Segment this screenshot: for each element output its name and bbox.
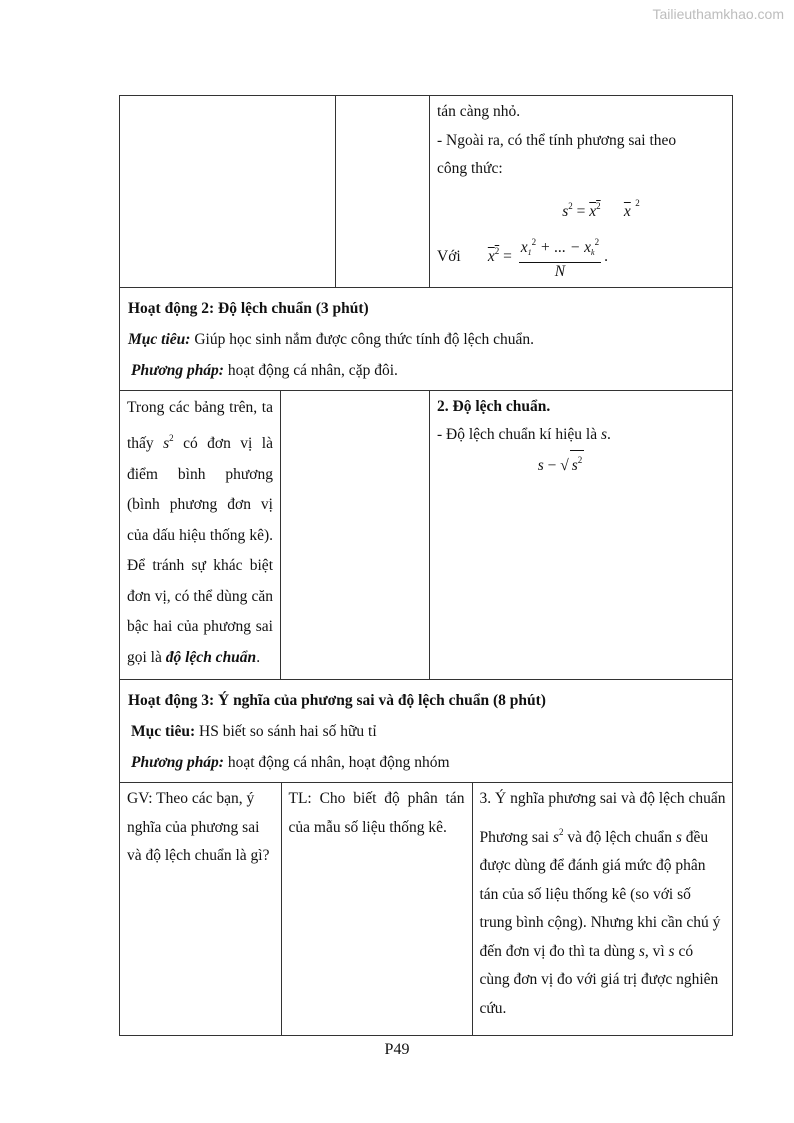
- text: - Độ lệch chuẩn kí hiệu là: [437, 426, 598, 444]
- activity-3-header-row: [120, 680, 733, 783]
- variance-formula-cell: [430, 96, 733, 288]
- tl-cell: [281, 783, 472, 1035]
- text: , vì: [644, 942, 665, 960]
- text-line: - Độ lệch chuẩn kí hiệu là s.: [437, 426, 611, 444]
- std-dev-teacher-cell: Trong các bảng trên, ta thấy $s^2$ có đơn vị là điểm bình phương (bình phương đơn vị của dấu hiệu thống kê). Để tránh sự khác biệt đơn vị, có thể dùng căn bậc hai của phương sai gọi là độ lệch chuẩn.: [120, 390, 281, 680]
- goal-text: HS biết so sánh hai số hữu tỉ: [195, 723, 377, 741]
- text: có đơn vị là điểm bình phương (bình phương đơn vị của dấu hiệu thống kê). Để tránh sự khác biệt đơn vị, có thể dùng căn bậc hai của phương sai gọi là: [127, 435, 273, 666]
- activity-2-header-row: [120, 287, 733, 390]
- lesson-table: [119, 95, 733, 1036]
- text: và độ lệch chuẩn: [567, 828, 672, 846]
- text: có cùng đơn vị đo với giá trị được nghiên cứu.: [479, 942, 719, 1017]
- std-dev-formula: s − √ $s^2$: [437, 450, 725, 481]
- text: Phương sai: [479, 828, 550, 846]
- activity-2-title: Hoạt động 2: Độ lệch chuẩn (3 phút): [128, 299, 369, 317]
- gv-cell: [120, 783, 281, 1035]
- meaning-row: [120, 783, 733, 1036]
- activity-3-title: Hoạt động 3: Ý nghĩa của phương sai và độ lệch chuẩn (8 phút): [128, 692, 546, 710]
- text: .: [607, 426, 611, 444]
- tl-text: TL: Cho biết độ phân tán của mẫu số liệu thống kê.: [288, 790, 465, 836]
- voi-label: Với: [437, 247, 461, 265]
- activity-2-goal: [128, 324, 724, 355]
- text: Trong các bảng trên, ta thấy: [127, 398, 273, 453]
- meaning-content-cell: [472, 783, 733, 1035]
- method-text: hoạt động cá nhân, cặp đôi.: [223, 361, 398, 379]
- meaning-inner-table: [120, 783, 733, 1035]
- activity-2-header: [120, 287, 733, 390]
- activity-2-method: [128, 355, 724, 386]
- std-dev-content-cell: [430, 390, 733, 680]
- meaning-text: Phương sai $s^2$ và độ lệch chuẩn s đều được dùng để đánh giá mức độ phân tán của số liệu thống kê (so với số trung bình cộng). Nhưng khi cần chú ý đến đơn vị đo thì ta dùng s, vì s có cùng đơn vị đo với giá trị được nghiên cứu.: [479, 826, 721, 1017]
- page-number: P49: [384, 1041, 410, 1058]
- activity-3-goal: [128, 716, 724, 747]
- meaning-row-cell: [120, 783, 733, 1036]
- section-title: 3. Ý nghĩa phương sai và độ lệch chuẩn: [479, 790, 726, 808]
- goal-text: Giúp học sinh nắm được công thức tính độ lệch chuẩn.: [190, 330, 534, 348]
- method-label: Phương pháp:: [131, 754, 224, 772]
- variance-formula-row: [120, 96, 733, 288]
- gv-text: GV: Theo các bạn, ý nghĩa của phương sai và độ lệch chuẩn là gì?: [127, 790, 270, 865]
- text-line: công thức:: [437, 160, 503, 177]
- fraction: $\frac{x_1^2 + ... - x_k^2}{N}$: [519, 233, 601, 281]
- method-text: hoạt động cá nhân, hoạt động nhóm: [223, 754, 450, 772]
- empty-cell-middle: [336, 96, 430, 288]
- goal-label: Mục tiêu:: [131, 723, 196, 741]
- text-line: tán càng nhỏ.: [437, 103, 521, 120]
- term: độ lệch chuẩn: [165, 648, 257, 666]
- method-label: Phương pháp:: [131, 361, 224, 379]
- variance-formula: $s^2 = x^2$ $\overline{x}$ $^2$: [562, 197, 640, 220]
- goal-label: Mục tiêu:: [128, 330, 191, 348]
- empty-cell-left: [120, 96, 336, 288]
- empty-cell-middle: [281, 390, 430, 680]
- section-title: 2. Độ lệch chuẩn.: [437, 397, 551, 415]
- std-dev-row: [120, 390, 733, 680]
- watermark: Tailieuthamkhao.com: [652, 6, 784, 22]
- text: đều được dùng để đánh giá mức độ phân tán của số liệu thống kê (so với số trung bình cộng). Nhưng khi cần chú ý đến đơn vị đo thì ta dùng: [479, 828, 721, 960]
- text-line: - Ngoài ra, có thể tính phương sai theo: [437, 131, 677, 149]
- mean-of-squares-formula: Với $x^2$ = $\frac{x_1^2 + ... - x_k^2}{N}$ .: [437, 231, 725, 281]
- activity-3-method: [128, 747, 724, 778]
- text: .: [256, 648, 261, 666]
- activity-3-header: [120, 680, 733, 783]
